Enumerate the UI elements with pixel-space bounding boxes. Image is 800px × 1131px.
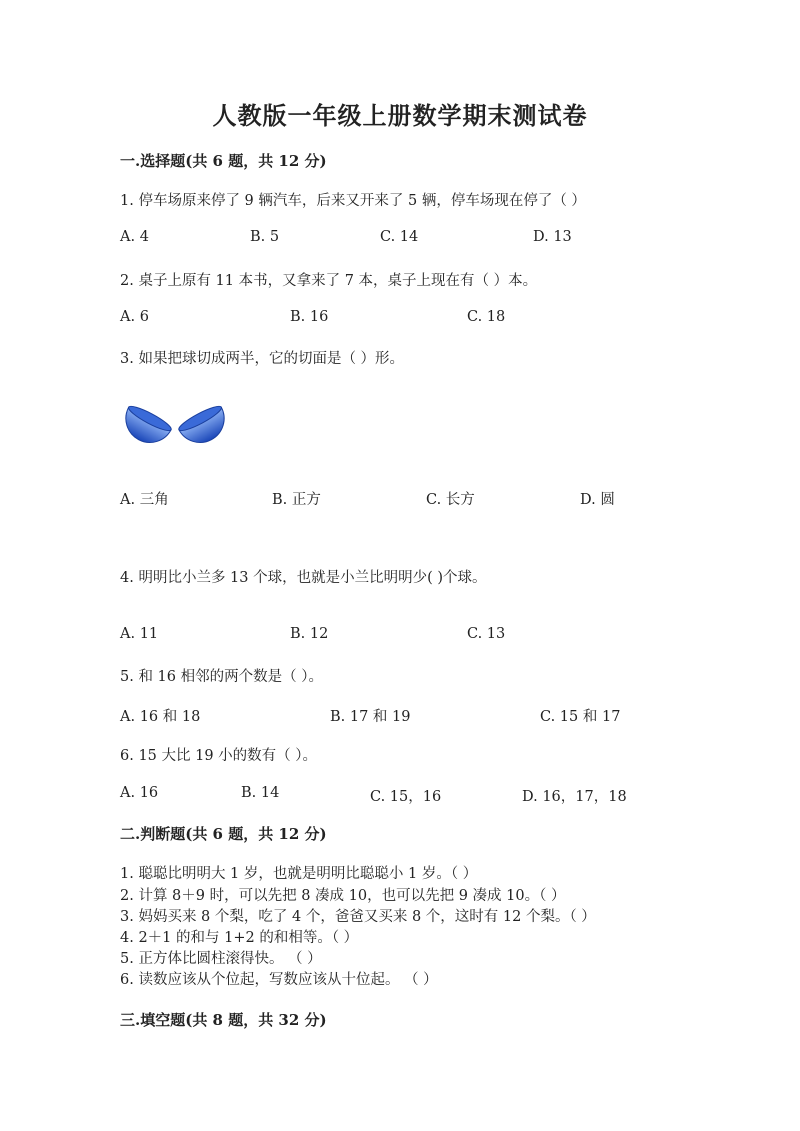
question-3: 3. 如果把球切成两半，它的切面是（ ）形。 xyxy=(120,351,405,367)
split-ball-image xyxy=(120,398,230,450)
q3-option-d: D. 圆 xyxy=(580,492,615,508)
q4-option-b: B. 12 xyxy=(290,626,329,642)
q1-option-d: D. 13 xyxy=(533,229,572,245)
q6-option-b: B. 14 xyxy=(241,785,280,801)
judge-item-5: 5. 正方体比圆柱滚得快。 （ ） xyxy=(120,951,322,967)
section-heading-fill: 三.填空题(共 8 题，共 32 分) xyxy=(120,1011,327,1029)
judge-item-4: 4. 2＋1 的和与 1+2 的和相等。（ ） xyxy=(120,930,359,946)
q5-option-a: A. 16 和 18 xyxy=(120,709,201,725)
q5-option-b: B. 17 和 19 xyxy=(330,709,411,725)
q1-option-b: B. 5 xyxy=(250,229,280,245)
q1-option-a: A. 4 xyxy=(120,229,149,245)
q5-option-c: C. 15 和 17 xyxy=(540,709,621,725)
judge-item-6: 6. 读数应该从个位起，写数应该从十位起。 （ ） xyxy=(120,972,438,988)
section-heading-choice: 一.选择题(共 6 题，共 12 分) xyxy=(120,152,327,170)
page-title: 人教版一年级上册数学期末测试卷 xyxy=(212,101,588,130)
q4-option-a: A. 11 xyxy=(120,626,159,642)
right-hemisphere xyxy=(177,403,230,450)
q3-option-a: A. 三角 xyxy=(120,492,169,508)
q3-option-b: B. 正方 xyxy=(272,492,321,508)
q2-option-a: A. 6 xyxy=(120,309,149,325)
question-1: 1. 停车场原来停了 9 辆汽车，后来又开来了 5 辆，停车场现在停了（ ） xyxy=(120,193,586,209)
q2-option-c: C. 18 xyxy=(467,309,506,325)
section-heading-judge: 二.判断题(共 6 题，共 12 分) xyxy=(120,825,327,843)
question-4: 4. 明明比小兰多 13 个球，也就是小兰比明明少( )个球。 xyxy=(120,570,487,586)
q6-option-c: C. 15，16 xyxy=(370,789,442,805)
question-2: 2. 桌子上原有 11 本书，又拿来了 7 本，桌子上现在有（ ）本。 xyxy=(120,273,538,289)
q2-option-b: B. 16 xyxy=(290,309,329,325)
q6-option-a: A. 16 xyxy=(120,785,159,801)
left-hemisphere xyxy=(120,403,173,450)
question-6: 6. 15 大比 19 小的数有（ ）。 xyxy=(120,748,318,764)
judge-item-3: 3. 妈妈买来 8 个梨，吃了 4 个，爸爸又买来 8 个，这时有 12 个梨。（ ） xyxy=(120,909,596,925)
question-5: 5. 和 16 相邻的两个数是（ ）。 xyxy=(120,669,323,685)
q1-option-c: C. 14 xyxy=(380,229,419,245)
judge-item-1: 1. 聪聪比明明大 1 岁，也就是明明比聪聪小 1 岁。（ ） xyxy=(120,866,478,882)
q4-option-c: C. 13 xyxy=(467,626,506,642)
judge-item-2: 2. 计算 8＋9 时，可以先把 8 凑成 10，也可以先把 9 凑成 10。（ ） xyxy=(120,888,566,904)
q3-option-c: C. 长方 xyxy=(426,492,475,508)
q6-option-d: D. 16，17，18 xyxy=(522,789,627,805)
